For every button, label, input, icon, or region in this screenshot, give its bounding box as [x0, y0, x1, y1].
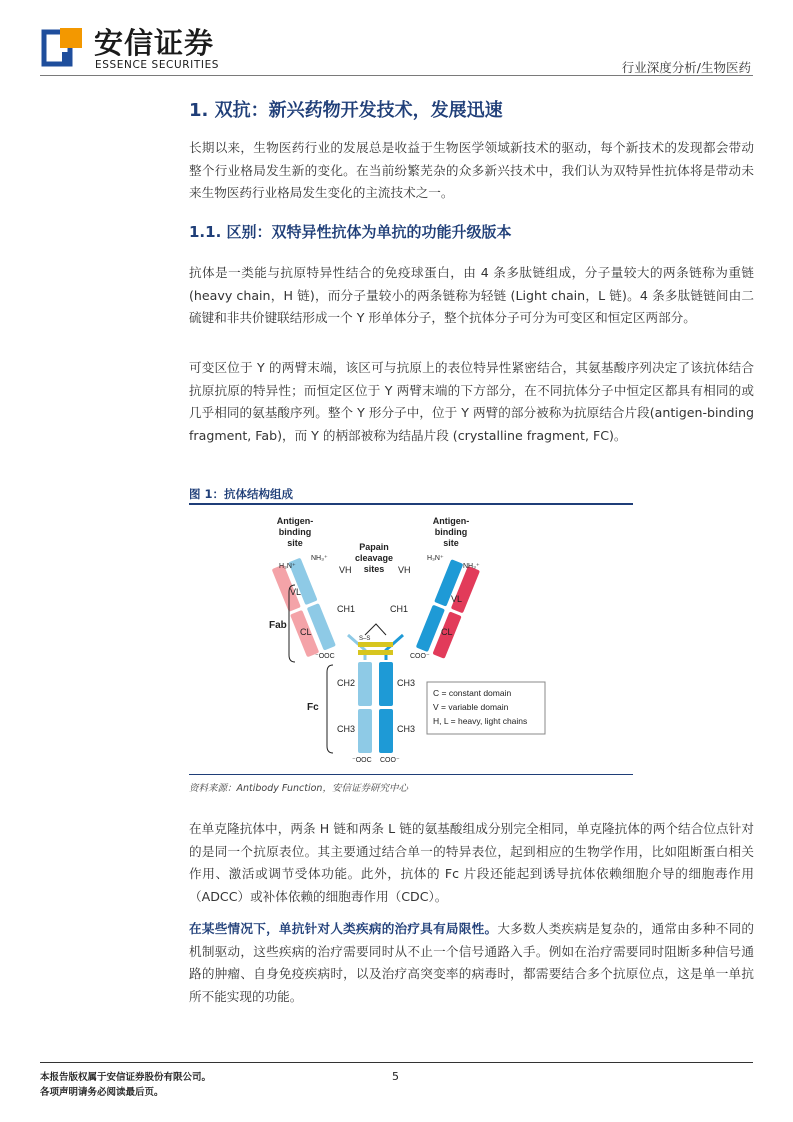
section-1-1-paragraph-1: 抗体是一类能与抗原特异性结合的免疫球蛋白，由 4 条多肽链组成，分子量较大的两条链称为重链 (heavy chain，H 链)，而分子量较小的两条链称为轻链 (Light chain，L 链)。4 条多肽链链间由二硫键和非共价键联结形成一个 Y 形单体分子，整个抗体分子可分为可变区和恒定区两部分。: [189, 265, 754, 325]
disulfide-bond-1: [358, 642, 393, 647]
h3n-label-left: H₃N⁺: [279, 563, 296, 570]
figure-bottom-rule: [189, 774, 633, 775]
cl-label-right: CL: [441, 627, 453, 637]
ch3-domain-right: [379, 709, 393, 753]
fab-label: Fab: [269, 620, 287, 631]
figure-source: 资料来源：Antibody Function，安信证券研究中心: [189, 783, 408, 794]
ss-label: S–S: [359, 636, 371, 642]
antigen-binding-label-left-1: Antigen-: [276, 516, 314, 526]
ch3-label-left: CH3: [337, 724, 356, 734]
header-divider: [40, 75, 753, 76]
essence-logo-icon: [40, 26, 84, 70]
footer-disclaimer: 各项声明请务必阅读最后页。: [40, 1087, 164, 1098]
antigen-binding-label-right-1: Antigen-: [432, 516, 470, 526]
nh3-label-left: NH₃⁺: [311, 555, 328, 562]
antigen-binding-label-right-3: site: [443, 538, 459, 548]
disulfide-bond-2: [358, 650, 393, 655]
ch3-label-right: CH3: [397, 724, 416, 734]
paragraph-limitations-bold: 在某些情况下，单抗针对人类疾病的治疗具有局限性。: [189, 921, 498, 936]
fc-label: Fc: [307, 702, 319, 713]
legend-line-3: H, L = heavy, light chains: [433, 716, 528, 726]
section-1-paragraph: 长期以来，生物医药行业的发展总是收益于生物医学领域新技术的驱动，每个新技术的发现都会带动整个行业格局发生新的变化。在当前纷繁芜杂的众多新兴技术中，我们认为双特异性抗体将是带动未来生物医药行业格局发生变化的主流技术之一。: [189, 140, 754, 200]
section-1-1-title: 1.1. 区别：双特异性抗体为单抗的功能升级版本: [189, 223, 512, 241]
antigen-binding-label-left-2: binding: [278, 527, 312, 537]
logo-chinese-name: 安信证券: [94, 26, 215, 60]
ch2-domain-left: [358, 662, 372, 706]
antibody-diagram: [255, 510, 561, 770]
ch2-domain-right: [379, 662, 393, 706]
antigen-binding-label-right-2: binding: [434, 527, 468, 537]
ch2-label-left: CH2: [337, 678, 356, 688]
ch1-label-left: CH1: [337, 604, 356, 614]
cl-label-left: CL: [300, 627, 312, 637]
ch3-domain-left: [358, 709, 372, 753]
coo-label-arm-right: COO⁻: [410, 653, 430, 660]
footer-copyright: 本报告版权属于安信证券股份有限公司。: [40, 1072, 212, 1083]
page-number: 5: [392, 1070, 399, 1083]
vh-label-left: VH: [339, 565, 352, 575]
vh-label-right: VH: [398, 565, 411, 575]
papain-label-3: sites: [363, 564, 385, 574]
papain-label-1: Papain: [359, 542, 389, 552]
legend-line-2: V = variable domain: [433, 702, 509, 712]
ch1-label-right: CH1: [390, 604, 409, 614]
ooc-label-fc: ⁻OOC: [352, 757, 372, 764]
ooc-label-arm-left: ⁻OOC: [315, 653, 335, 660]
vl-label-left: VL: [290, 587, 302, 597]
figure-title: 图 1：抗体结构组成: [189, 487, 294, 501]
section-1-title: 1. 双抗：新兴药物开发技术，发展迅速: [189, 100, 503, 121]
paragraph-limitations-rest: 大多数人类疾病是复杂的，通常由多种不同的机制驱动，这些疾病的治疗需要同时从不止一个信号通路入手。例如在治疗需要同时阻断多种信号通路的肿瘤、自身免疫疾病时，以及治疗高突变率的病毒时，都需要结合多个抗原位点，这是单一单抗所不能实现的功能。: [189, 921, 755, 1004]
papain-label-2: cleavage: [354, 553, 394, 563]
antigen-binding-label-left-3: site: [287, 538, 303, 548]
header-category: 行业深度分析/生物医药: [621, 60, 751, 75]
legend-line-1: C = constant domain: [433, 688, 512, 698]
section-1-1-paragraph-2: 可变区位于 Y 的两臂末端，该区可与抗原上的表位特异性紧密结合，其氨基酸序列决定了该抗体结合抗原抗原的特异性；而恒定区位于 Y 两臂末端的下方部分，在不同抗体分子中恒定区都具有相同的或几乎相同的氨基酸序列。整个 Y 形分子中，位于 Y 两臂的部分被称为抗原结合片段(antigen-binding fragment, Fab)，而 Y 的柄部被称为结晶片段 (crystalline fragment, FC)。: [189, 360, 754, 443]
paragraph-monoclonal: 在单克隆抗体中，两条 H 链和两条 L 链的氨基酸组成分别完全相同，单克隆抗体的两个结合位点针对的是同一个抗原表位。其主要通过结合单一的特异表位，起到相应的生物学作用，比如阻断蛋白相关作用、激活或调节受体功能。此外，抗体的 Fc 片段还能起到诱导抗体依赖细胞介导的细胞毒作用（ADCC）或补体依赖的细胞毒作用（CDC）。: [189, 821, 754, 904]
footer-divider: [40, 1062, 753, 1063]
logo-english-name: ESSENCE SECURITIES: [95, 59, 220, 71]
paragraph-limitations: [189, 918, 754, 1008]
nh3-label-right: NH₃⁺: [463, 563, 480, 570]
antibody-structure-figure: [255, 510, 561, 770]
figure-top-rule: [189, 503, 633, 505]
vl-label-right: VL: [451, 594, 463, 604]
ch3-label-right-upper: CH3: [397, 678, 416, 688]
coo-label-fc: COO⁻: [380, 757, 400, 764]
h3n-label-right: H₃N⁺: [427, 555, 444, 562]
